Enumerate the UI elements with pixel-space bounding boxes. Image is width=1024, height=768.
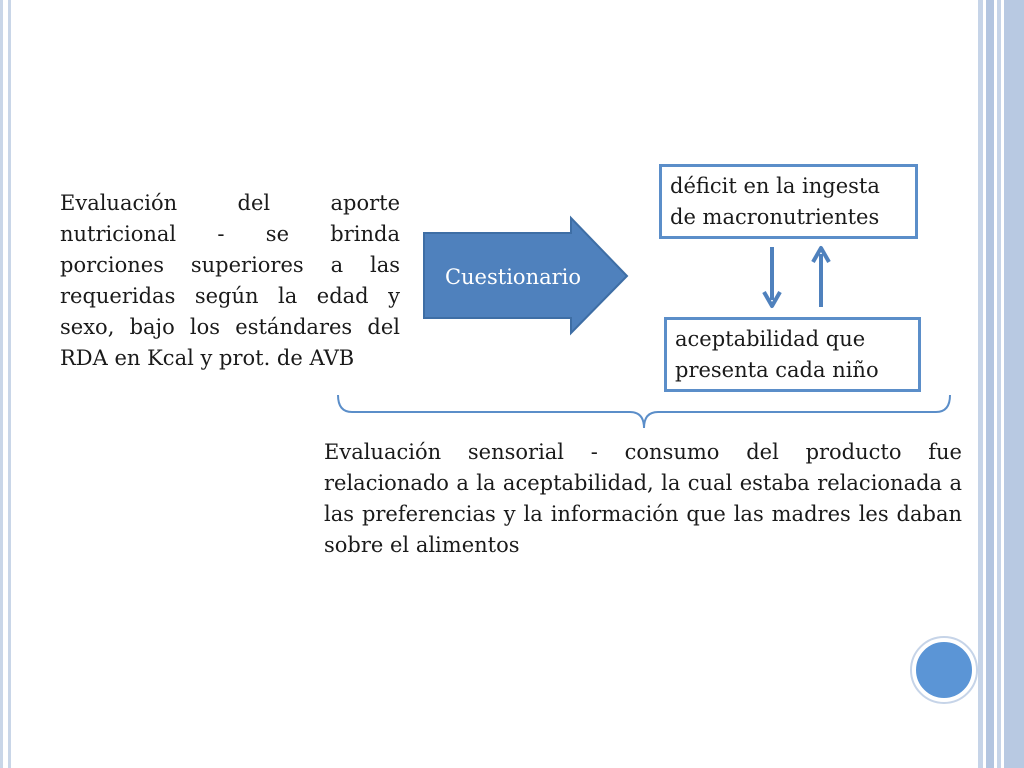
acceptability-box-text: aceptabilidad que presenta cada niño xyxy=(675,327,879,382)
up-arrow-icon xyxy=(813,248,829,307)
deficit-box-text: déficit en la ingesta de macronutrientes xyxy=(670,174,880,229)
bottom-description-text: Evaluación sensorial - consumo del producto fue relacionado a la aceptabilidad, la cual estaba relacionada a las preferencias y la información que las madres les daban sobre el alimentos xyxy=(324,440,962,557)
arrow-label: Cuestionario xyxy=(444,265,582,289)
acceptability-box xyxy=(664,317,921,392)
decorative-circle xyxy=(914,640,974,700)
left-description-text: Evaluación del aporte nutricional - se brinda porciones superiores a las requeridas según la edad y sexo, bajo los estándares del RDA en Kcal y prot. de AVB xyxy=(60,191,400,370)
curly-bracket xyxy=(338,395,950,428)
deficit-box xyxy=(659,164,918,239)
down-arrow-icon xyxy=(764,247,780,306)
